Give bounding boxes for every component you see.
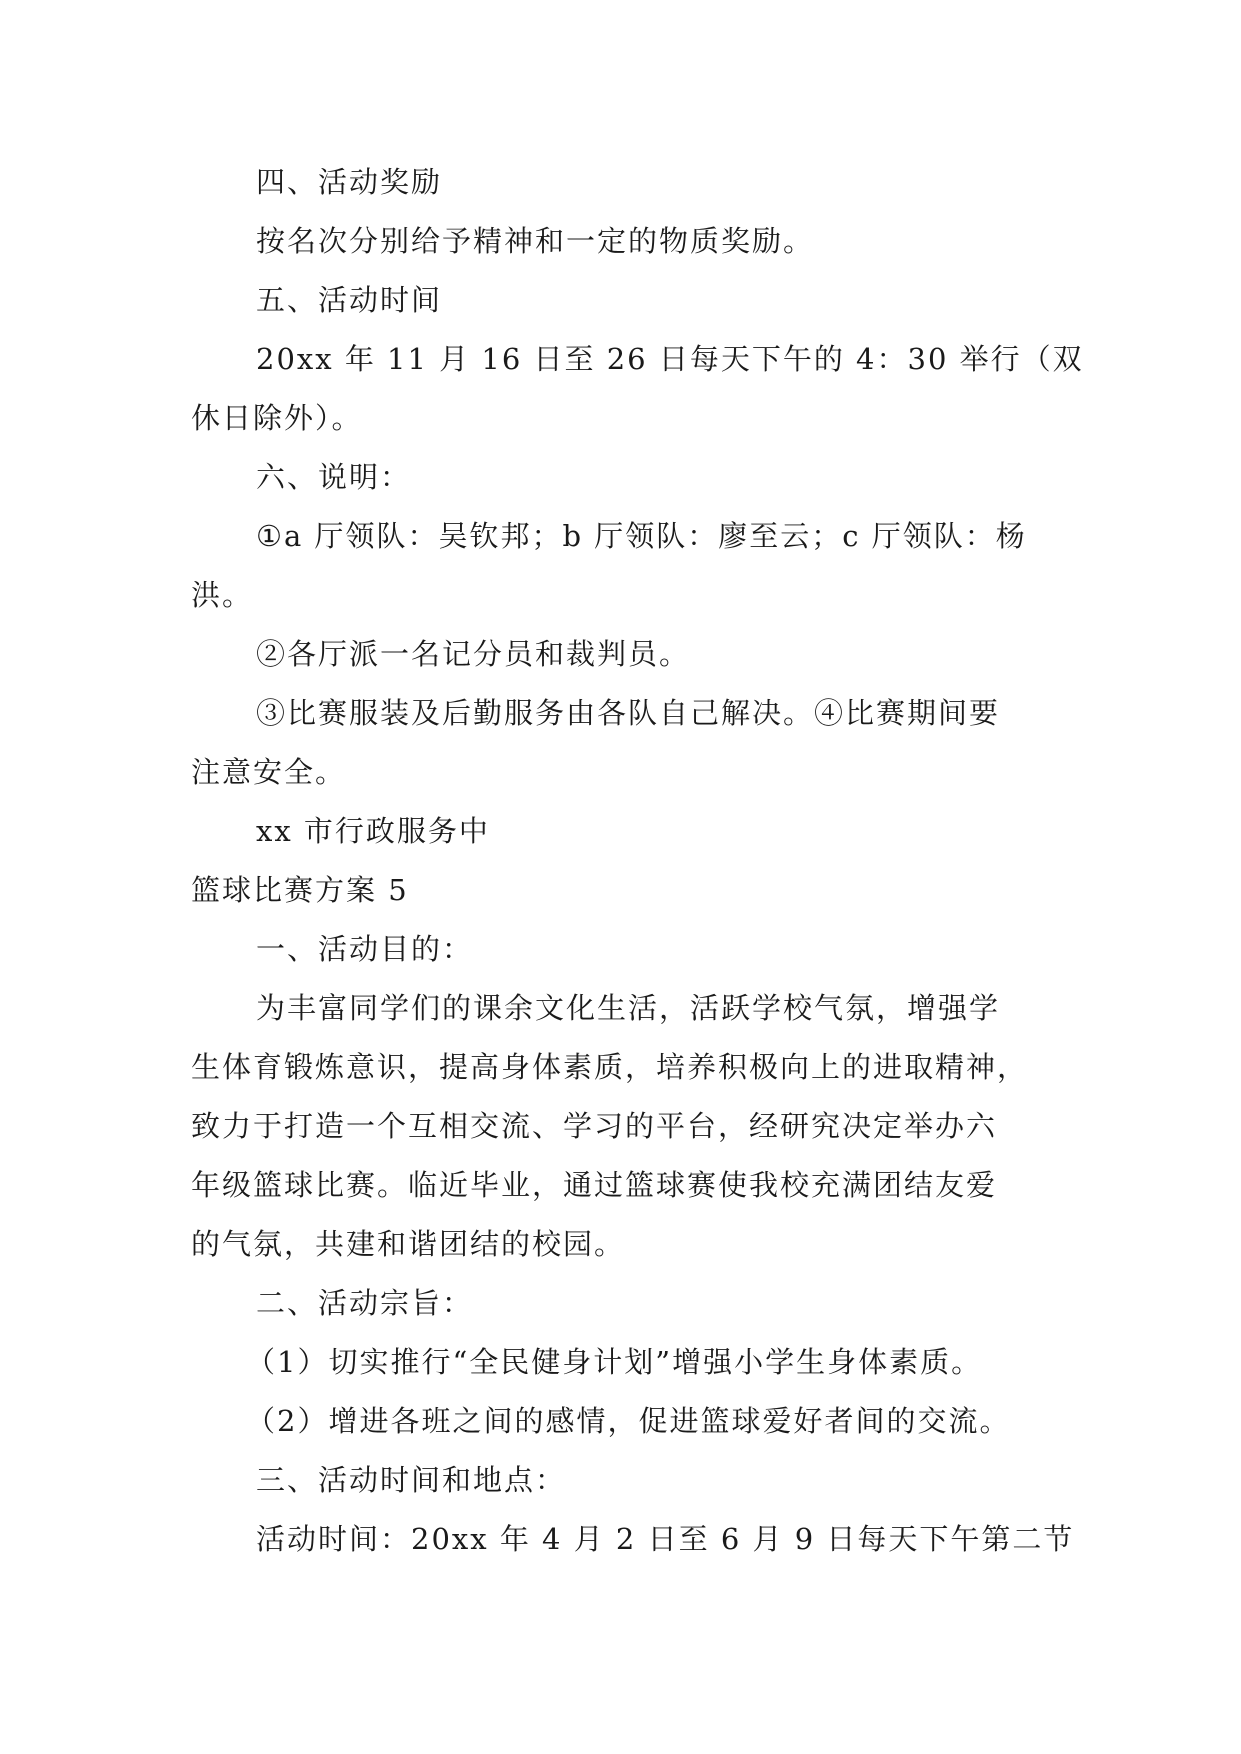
heading-notes: 六、说明： [256, 460, 412, 494]
note-3-line-1: ③比赛服装及后勤服务由各队自己解决。④比赛期间要 [256, 696, 1001, 730]
note-2: ②各厅派一名记分员和裁判员。 [256, 637, 691, 671]
paragraph-purpose-line-4: 年级篮球比赛。临近毕业，通过篮球赛使我校充满团结友爱 [191, 1168, 998, 1202]
section-title-plan-5: 篮球比赛方案 5 [191, 873, 409, 907]
paragraph-purpose-line-1: 为丰富同学们的课余文化生活，活跃学校气氛，增强学 [256, 991, 1001, 1025]
heading-time-place: 三、活动时间和地点： [256, 1463, 567, 1497]
aim-1: （1）切实推行“全民健身计划”增强小学生身体素质。 [246, 1345, 983, 1379]
paragraph-time-line-2: 休日除外）。 [191, 401, 363, 435]
paragraph-purpose-line-3: 致力于打造一个互相交流、学习的平台，经研究决定举办六 [191, 1109, 998, 1143]
heading-purpose: 一、活动目的： [256, 932, 474, 966]
heading-aims: 二、活动宗旨： [256, 1286, 474, 1320]
paragraph-time-line-1: 20xx 年 11 月 16 日至 26 日每天下午的 4：30 举行（双 [256, 342, 1084, 376]
paragraph-purpose-line-5: 的气氛，共建和谐团结的校园。 [191, 1227, 626, 1261]
note-3-line-2: 注意安全。 [191, 755, 347, 789]
note-1-line-1: ①a 厅领队：吴钦邦；b 厅领队：廖至云；c 厅领队：杨 [256, 519, 1027, 553]
note-1-line-2: 洪。 [191, 578, 254, 612]
paragraph-activity-time: 活动时间：20xx 年 4 月 2 日至 6 月 9 日每天下午第二节 [256, 1522, 1075, 1556]
paragraph-rewards: 按名次分别给予精神和一定的物质奖励。 [256, 224, 815, 258]
paragraph-purpose-line-2: 生体育锻炼意识，提高身体素质，培养积极向上的进取精神， [191, 1050, 1029, 1084]
heading-time: 五、活动时间 [256, 283, 443, 317]
signature-organization: xx 市行政服务中 [256, 814, 490, 848]
heading-rewards: 四、活动奖励 [256, 165, 443, 199]
aim-2: （2）增进各班之间的感情，促进篮球爱好者间的交流。 [246, 1404, 1011, 1438]
